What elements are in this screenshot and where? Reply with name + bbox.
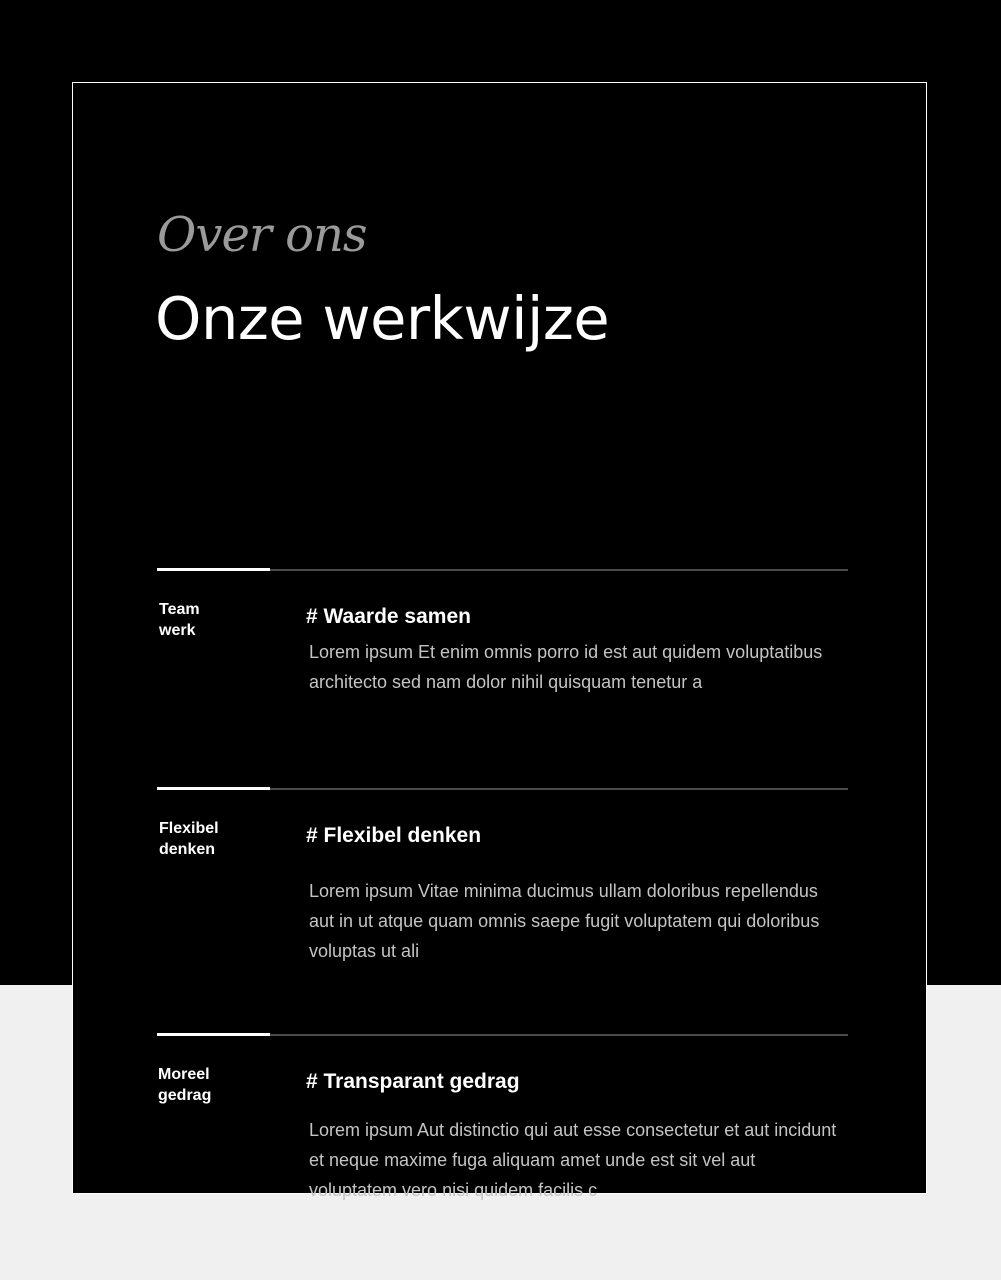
- page-title: Onze werkwijze: [155, 284, 610, 353]
- section-divider-accent: [157, 787, 270, 790]
- section-heading: # Transparant gedrag: [306, 1070, 520, 1093]
- section-divider-accent: [157, 1033, 270, 1036]
- section-heading: # Waarde samen: [306, 605, 471, 628]
- about-card: [72, 82, 927, 1200]
- section-body: Lorem ipsum Et enim omnis porro id est aut quidem voluptatibus architecto sed nam dolor nihil quisquam tenetur a: [309, 642, 823, 692]
- section-body: Lorem ipsum Vitae minima ducimus ullam doloribus repellendus aut in ut atque quam omnis saepe fugit voluptatem qui doloribus voluptas ut ali: [309, 881, 820, 961]
- section-side-label: Flexibel denken: [159, 820, 219, 858]
- section-body: Lorem ipsum Aut distinctio qui aut esse consectetur et aut incidunt et neque maxime fuga aliquam amet unde est sit vel aut voluptatem vero nisi quidem facilis c: [309, 1120, 837, 1200]
- section-divider-accent: [157, 568, 270, 571]
- section-side-label: Team werk: [159, 601, 200, 639]
- section-eyebrow: Over ons: [157, 207, 367, 263]
- section-side-label: Moreel gedrag: [158, 1066, 212, 1104]
- section-heading: # Flexibel denken: [306, 824, 482, 847]
